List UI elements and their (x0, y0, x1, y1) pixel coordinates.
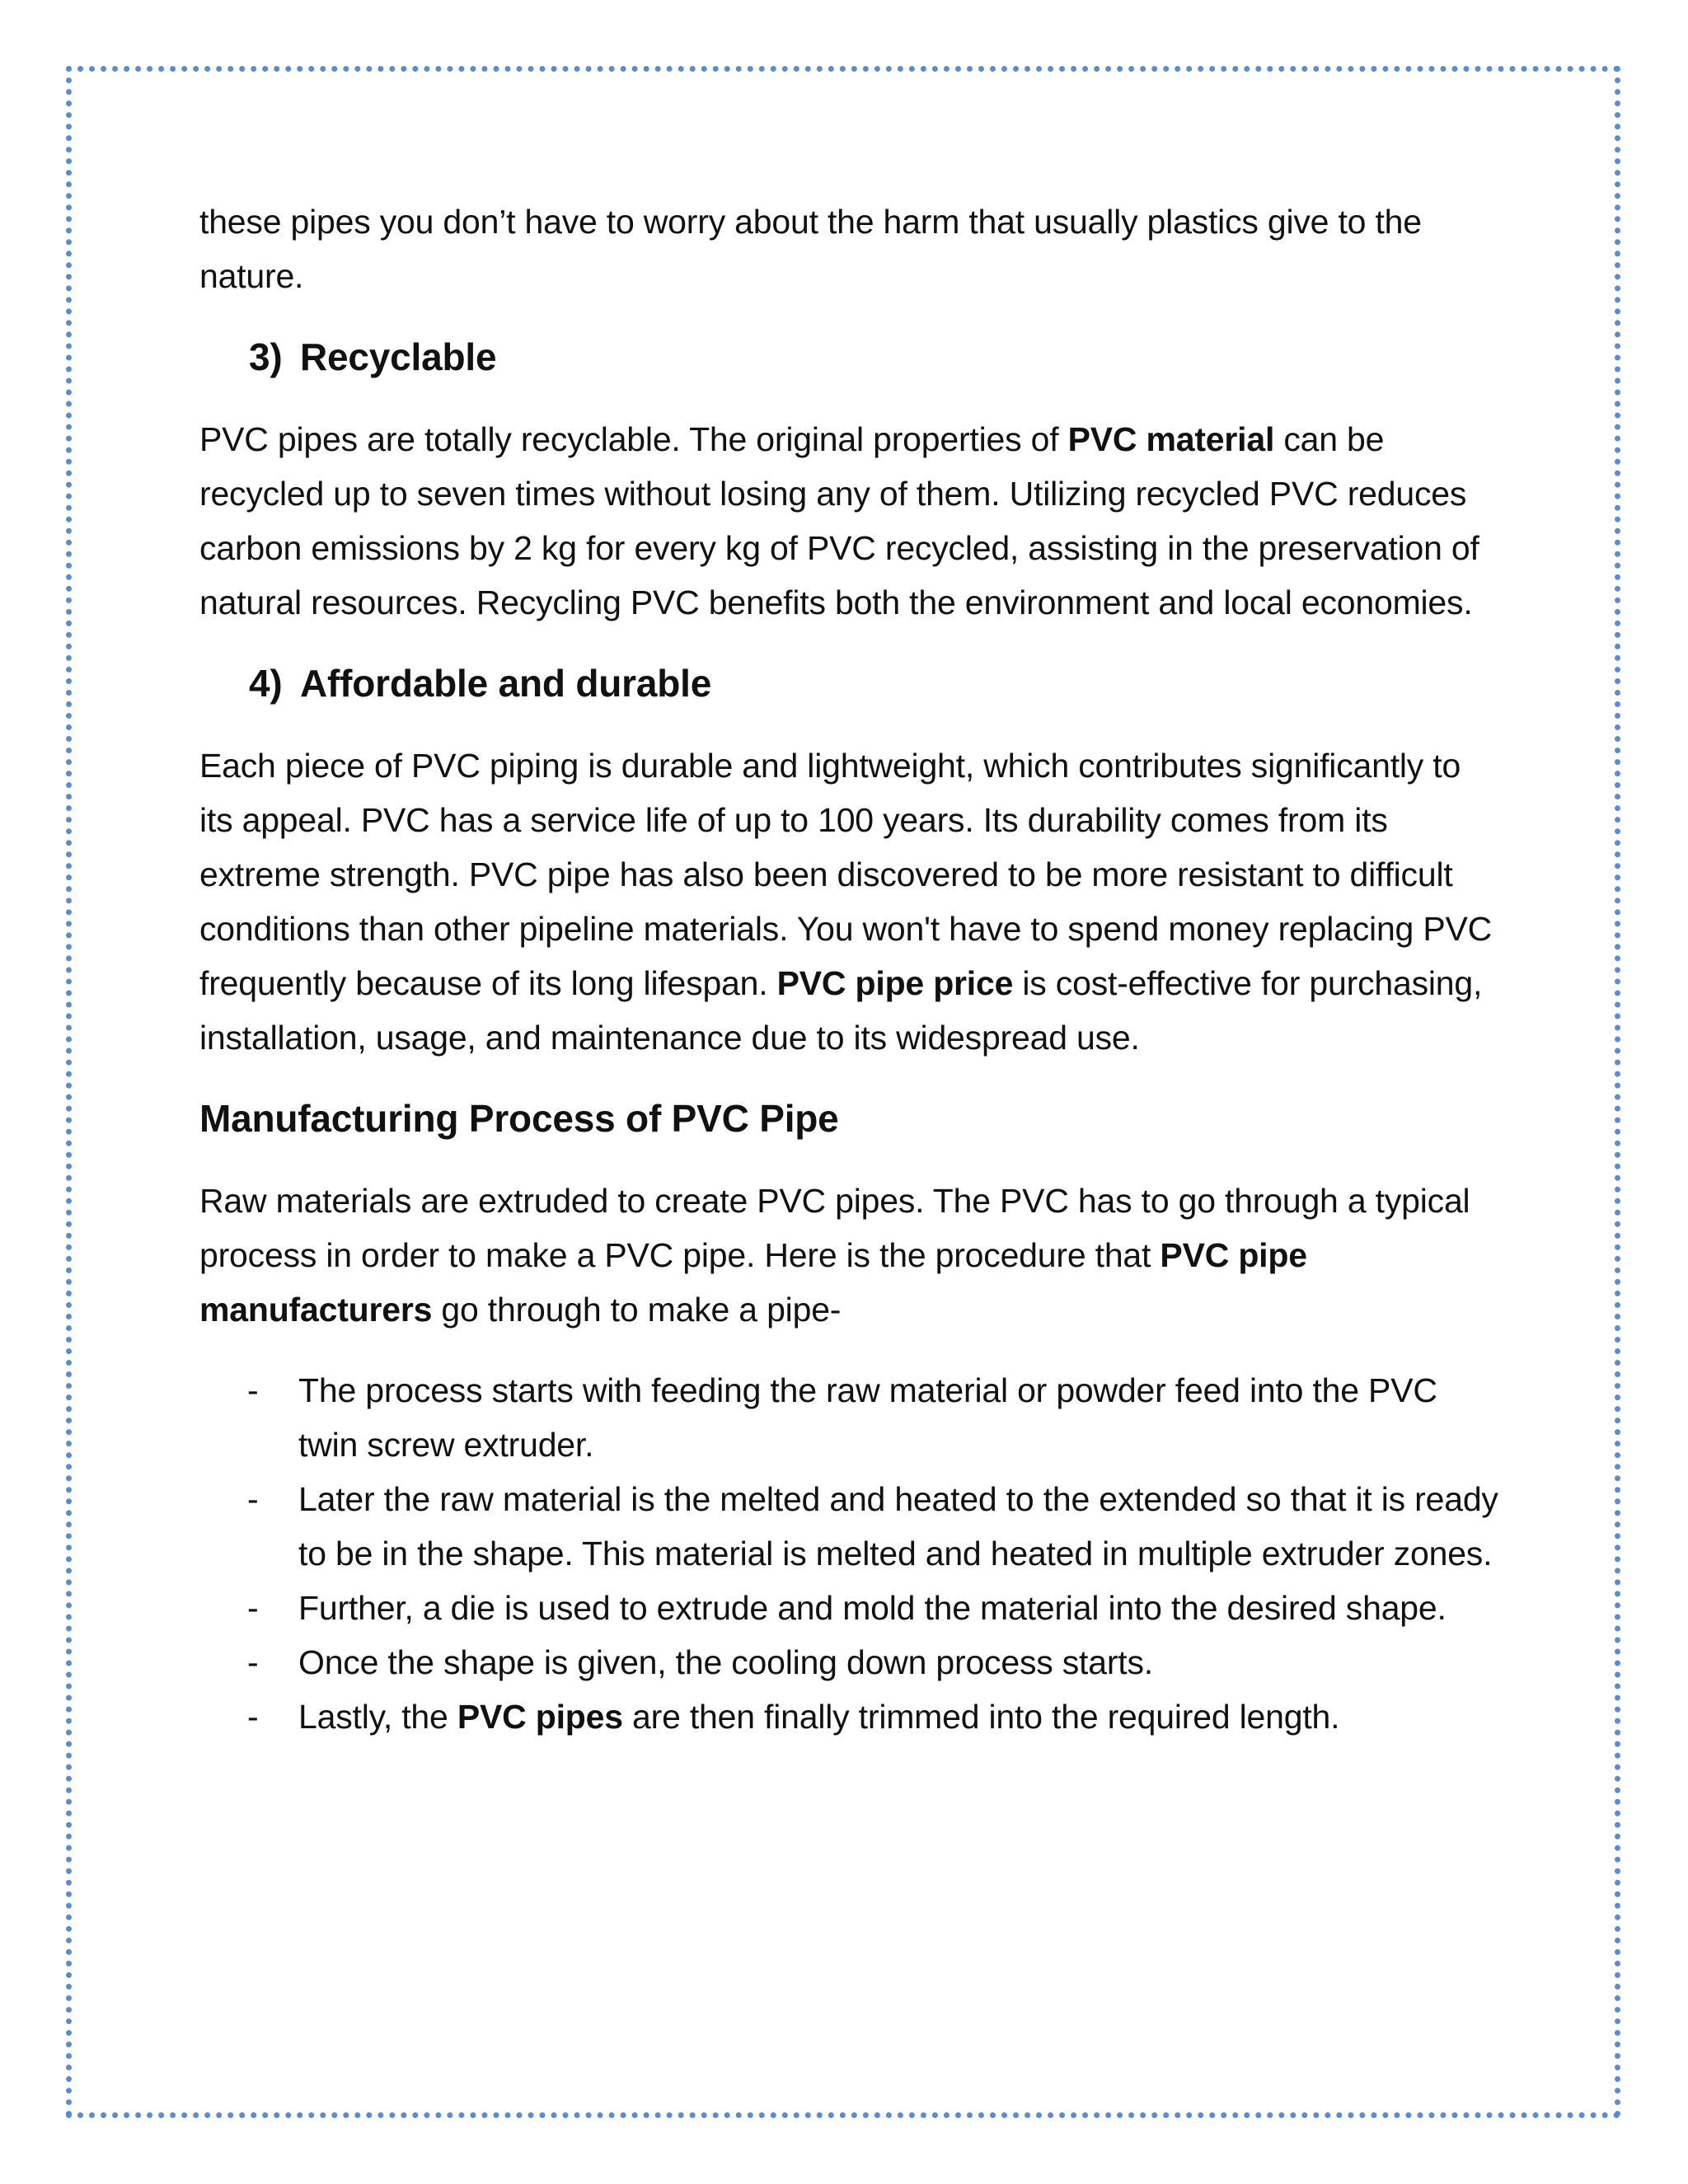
bullet-dash: - (247, 1589, 259, 1627)
list-item (199, 1690, 1502, 1744)
heading-manufacturing: Manufacturing Process of PVC Pipe (199, 1097, 839, 1140)
list-item (199, 1581, 1502, 1635)
bold-term: PVC pipes (457, 1698, 623, 1736)
list-item (199, 1635, 1502, 1690)
text-run: Raw materials are extruded to create PVC pipes. The PVC has to go through a typical process in order to make a PVC pipe. Here is the procedure that (199, 1182, 1470, 1274)
text-run: go through to make a pipe- (432, 1291, 842, 1329)
text-run: are then finally trimmed into the required length. (622, 1698, 1340, 1736)
bold-term: PVC pipe price (776, 964, 1014, 1002)
list-item (199, 1472, 1502, 1581)
text-run: is cost-effective for purchasing, installation, usage, and maintenance due to its widespread use. (199, 964, 1483, 1057)
bullet-dash: - (247, 1480, 259, 1518)
heading-affordable (249, 656, 1502, 710)
text-run: PVC pipes are totally recyclable. The original properties of (199, 420, 1068, 458)
bullet-dash: - (247, 1643, 259, 1681)
heading-recyclable (249, 330, 1502, 384)
heading-number: 3) (249, 335, 283, 378)
list-item-text: Further, a die is used to extrude and mold the material into the desired shape. (298, 1589, 1447, 1627)
bold-term: PVC pipe manufacturers (199, 1236, 1307, 1329)
manufacturing-paragraph (199, 1174, 1502, 1337)
heading-text: Affordable and durable (300, 662, 712, 705)
bullet-dash: - (247, 1698, 259, 1736)
affordable-paragraph (199, 738, 1502, 1065)
text-run: can be recycled up to seven times without losing any of them. Utilizing recycled PVC reduces carbon emissions by 2 kg for every kg of PVC recycled, assisting in the preservation of natural resources. Recycling PVC benefits both the environment and local economies. (199, 420, 1479, 621)
recyclable-paragraph (199, 412, 1502, 630)
document-body (199, 194, 1502, 1744)
list-item-text: The process starts with feeding the raw material or powder feed into the PVC twin screw extruder. (298, 1371, 1437, 1464)
list-item-text: Once the shape is given, the cooling down process starts. (298, 1643, 1153, 1681)
intro-paragraph: these pipes you don’t have to worry about the harm that usually plastics give to the nature. (199, 203, 1422, 295)
heading-number: 4) (249, 662, 283, 705)
bold-term: PVC material (1067, 420, 1275, 458)
bullet-dash: - (247, 1371, 259, 1409)
process-steps-list (199, 1363, 1502, 1744)
heading-text: Recyclable (300, 335, 497, 378)
list-item-text: Later the raw material is the melted and heated to the extended so that it is ready to be in the shape. This material is melted and heated in multiple extruder zones. (298, 1480, 1498, 1572)
list-item (199, 1363, 1502, 1472)
text-run: Lastly, the (298, 1698, 457, 1736)
text-run: Each piece of PVC piping is durable and lightweight, which contributes significantly to its appeal. PVC has a service life of up to 100 years. Its durability comes from its extreme strength. PVC pipe has also been discovered to be more resistant to difficult conditions than other pipeline materials. You won't have to spend money replacing PVC frequently because of its long lifespan. (199, 747, 1493, 1002)
